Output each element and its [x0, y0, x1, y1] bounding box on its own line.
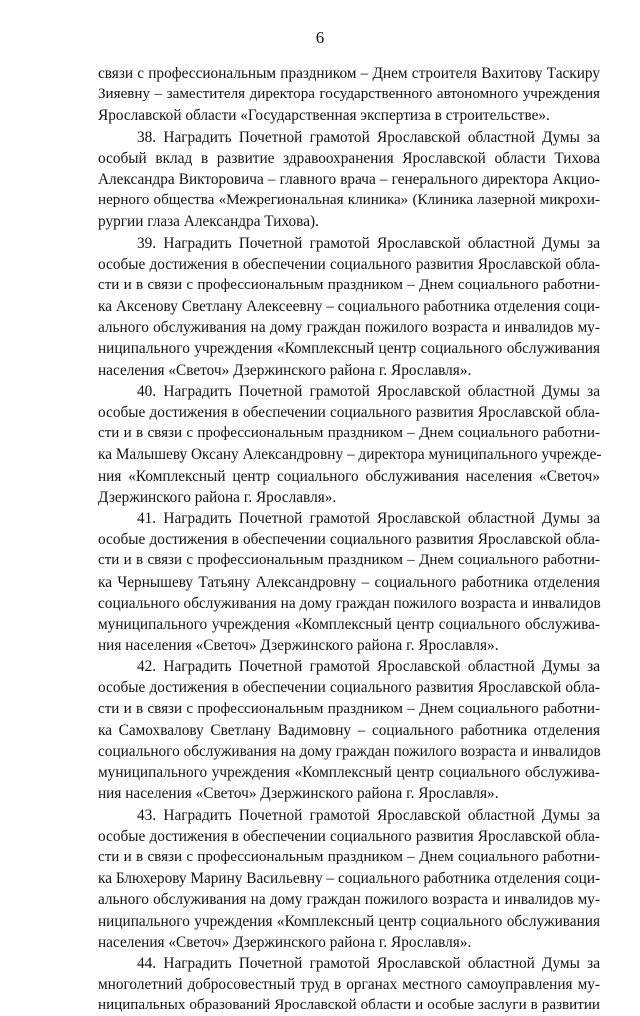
text-line: социального обслуживания на дому граждан пожилого возраста и инвалидов	[98, 594, 601, 612]
text-line: ального обслуживания на дому граждан пожилого возраста и инвалидов му-	[98, 891, 600, 909]
text-line: ния населения «Светоч» Дзержинского района г. Ярославля».	[98, 785, 499, 803]
text-line: особые достижения в обеспечении социального развития Ярославской обла-	[98, 404, 600, 421]
text-line: населения «Светоч» Дзержинского района г. Ярославля».	[98, 933, 472, 951]
text-line: Дзержинского района г. Ярославля».	[98, 488, 337, 506]
text-line: Ярославской области «Государственная экспертиза в строительстве».	[98, 107, 550, 125]
text-line: муниципального учреждения «Комплексный центр социального обслужива-	[98, 615, 600, 633]
text-line: ниципального учреждения «Комплексный центр социального обслуживания	[98, 912, 600, 930]
paragraph-first-line: 44. Наградить Почетной грамотой Ярославской областной Думы за	[137, 954, 600, 972]
paragraph-first-line: 42. Наградить Почетной грамотой Ярославской областной Думы за	[137, 658, 600, 676]
text-line: ка Самохвалову Светлану Вадимовну – социального работника отделения	[98, 721, 600, 739]
text-line: связи с профессиональным праздником – Днем строителя Вахитову Таскиру	[98, 65, 600, 82]
text-line: нерного общества «Межрегиональная клиника» (Клиника лазерной микрохи-	[98, 192, 600, 209]
document-body	[98, 63, 600, 1016]
text-line: Александра Викторовича – главного врача – генерального директора Акцио-	[98, 170, 600, 188]
text-line: ка Блюхерову Марину Васильевну – социального работника отделения соци-	[98, 870, 601, 888]
text-line: муниципального учреждения «Комплексный центр социального обслужива-	[98, 764, 600, 782]
text-line: ния «Комплексный центр социального обслуживания населения «Светоч»	[98, 467, 600, 485]
text-line: Зияевну – заместителя директора государственного автономного учреждения	[98, 86, 600, 103]
paragraph-first-line: 40. Наградить Почетной грамотой Ярославской областной Думы за	[137, 382, 600, 400]
paragraph-first-line: 41. Наградить Почетной грамотой Ярославской областной Думы за	[137, 509, 600, 527]
text-line: ального обслуживания на дому граждан пожилого возраста и инвалидов му-	[98, 319, 600, 337]
text-line: сти и в связи с профессиональным праздником – Днем социального работни-	[98, 700, 600, 717]
text-line: сти и в связи с профессиональным праздником – Днем социального работни-	[98, 552, 600, 569]
text-line: рургии глаза Александра Тихова).	[98, 213, 319, 231]
text-line: ния населения «Светоч» Дзержинского района г. Ярославля».	[98, 637, 499, 655]
text-line: особые достижения в обеспечении социального развития Ярославской обла-	[98, 255, 600, 273]
text-line: ниципальных образований Ярославской области и особые заслуги в развитии	[98, 997, 600, 1014]
text-line: ка Аксенову Светлану Алексеевну – социального работника отделения соци-	[98, 298, 600, 316]
text-line: сти и в связи с профессиональным праздником – Днем социального работни-	[98, 425, 600, 442]
text-line: сти и в связи с профессиональным праздником – Днем социального работни-	[98, 276, 600, 293]
paragraph-first-line: 43. Наградить Почетной грамотой Ярославской областной Думы за	[137, 806, 600, 824]
text-line: ниципального учреждения «Комплексный центр социального обслуживания	[98, 340, 600, 358]
text-line: ка Малышеву Оксану Александровну – директора муниципального учрежде-	[98, 446, 602, 464]
page-number: 6	[315, 28, 325, 47]
text-line: особый вклад в развитие здравоохранения Ярославской области Тихова	[98, 149, 600, 167]
paragraph-first-line: 38. Наградить Почетной грамотой Ярославской областной Думы за	[137, 128, 600, 146]
text-line: особые достижения в обеспечении социального развития Ярославской обла-	[98, 827, 600, 845]
paragraph-first-line: 39. Наградить Почетной грамотой Ярославской областной Думы за	[137, 234, 600, 252]
text-line: социального обслуживания на дому граждан пожилого возраста и инвалидов	[98, 743, 601, 760]
text-line: ка Чернышеву Татьяну Александровну – социального работника отделения	[98, 573, 600, 591]
text-line: многолетний добросовестный труд в органах местного самоуправления му-	[98, 976, 600, 994]
text-line: населения «Светоч» Дзержинского района г. Ярославля».	[98, 361, 472, 379]
text-line: сти и в связи с профессиональным праздником – Днем социального работни-	[98, 848, 600, 865]
text-line: особые достижения в обеспечении социального развития Ярославской обла-	[98, 531, 600, 549]
text-line: особые достижения в обеспечении социального развития Ярославской обла-	[98, 679, 600, 697]
